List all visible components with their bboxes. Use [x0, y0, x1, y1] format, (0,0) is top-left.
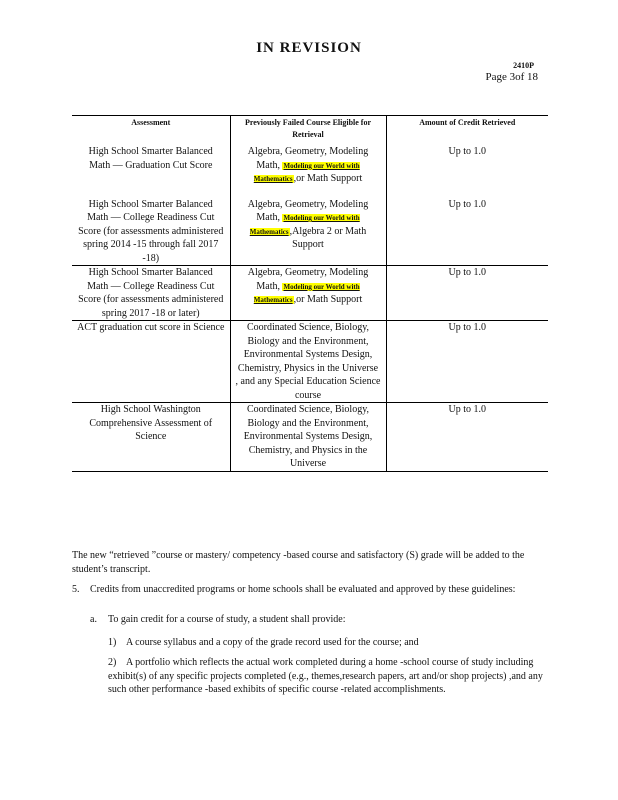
amount-cell: Up to 1.0: [386, 266, 548, 321]
amount-cell: Up to 1.0: [448, 146, 486, 157]
item-marker: 5.: [72, 584, 80, 595]
column-header: Assessment: [131, 118, 171, 127]
transcript-paragraph: The new “retrieved ”course or mastery/ competency -based course and satisfactory (S) grade will be added to the student’s transcript.: [72, 550, 525, 575]
highlighted-course: Modeling our World with Mathematics: [253, 282, 360, 304]
table-header-row: [72, 116, 548, 146]
course-cell: [230, 266, 386, 321]
page-title: IN REVISION: [256, 40, 362, 56]
item-marker: 1): [108, 637, 117, 648]
item-text: A portfolio which reflects the actual work completed during a home -school course of study including exhibit(s) of any specific projects completed (e.g., themes,research papers, art and/or shop projects) ,and any such other performance -based exhibits of specific course -related accomplishments.: [108, 657, 543, 695]
assessment-cell: High School Smarter Balanced Math — Graduation Cut Score: [88, 146, 213, 171]
course-cell: Coordinated Science, Biology, Biology and the Environment, Environmental Systems Design, Chemistry, and Physics in the Universe: [230, 403, 386, 472]
policy-code: 2410P: [513, 61, 534, 70]
item-text: Credits from unaccredited programs or home schools shall be evaluated and approved by these guidelines:: [90, 584, 516, 595]
sub-item-2: [108, 656, 550, 697]
table-row: [72, 321, 548, 403]
item-marker: a.: [90, 614, 97, 625]
course-text: ,Algebra 2 or Math Support: [289, 225, 367, 250]
page-number: Page 3of 18: [485, 71, 538, 83]
course-text: Algebra, Geometry, Modeling Math,: [247, 267, 369, 292]
assessment-cell: High School Washington Comprehensive Assessment of Science: [72, 403, 230, 472]
course-cell: [230, 145, 386, 186]
lettered-item-a: [90, 613, 550, 627]
assessment-cell: ACT graduation cut score in Science: [72, 321, 230, 403]
course-text: Algebra, Geometry, Modeling Math,: [247, 146, 369, 171]
course-text: ,or Math Support: [293, 294, 363, 305]
table-row: [72, 186, 548, 266]
assessment-cell: High School Smarter Balanced Math — College Readiness Cut Score (for assessments administered spring 2014 -15 through fall 2017 -18): [78, 198, 224, 264]
item-text: A course syllabus and a copy of the grade record used for the course; and: [126, 637, 419, 648]
amount-cell: Up to 1.0: [448, 198, 486, 210]
highlighted-course: Modeling our World with Mathematics: [253, 161, 360, 183]
table-row: [72, 266, 548, 321]
amount-cell: Up to 1.0: [386, 403, 548, 472]
course-cell: Coordinated Science, Biology, Biology and the Environment, Environmental Systems Design, Chemistry, Physics in the Universe , and any Special Education Science course: [230, 321, 386, 403]
course-text: Algebra, Geometry, Modeling Math,: [247, 198, 369, 223]
column-header: Amount of Credit Retrieved: [419, 118, 516, 127]
table-row: [72, 403, 548, 472]
course-text: ,or Math Support: [293, 173, 363, 184]
highlighted-course: Modeling our World with Mathematics: [249, 214, 360, 236]
item-text: To gain credit for a course of study, a student shall provide:: [108, 614, 346, 625]
assessment-cell: High School Smarter Balanced Math — College Readiness Cut Score (for assessments administered spring 2017 -18 or later): [72, 266, 230, 321]
table-row: [72, 145, 548, 186]
numbered-item-5: [72, 583, 550, 597]
course-cell: [230, 186, 386, 266]
column-header: Previously Failed Course Eligible for Retrieval: [230, 116, 386, 146]
amount-cell: Up to 1.0: [386, 321, 548, 403]
assessment-table: [72, 115, 548, 472]
sub-item-1: [108, 636, 550, 650]
item-marker: 2): [108, 657, 117, 668]
